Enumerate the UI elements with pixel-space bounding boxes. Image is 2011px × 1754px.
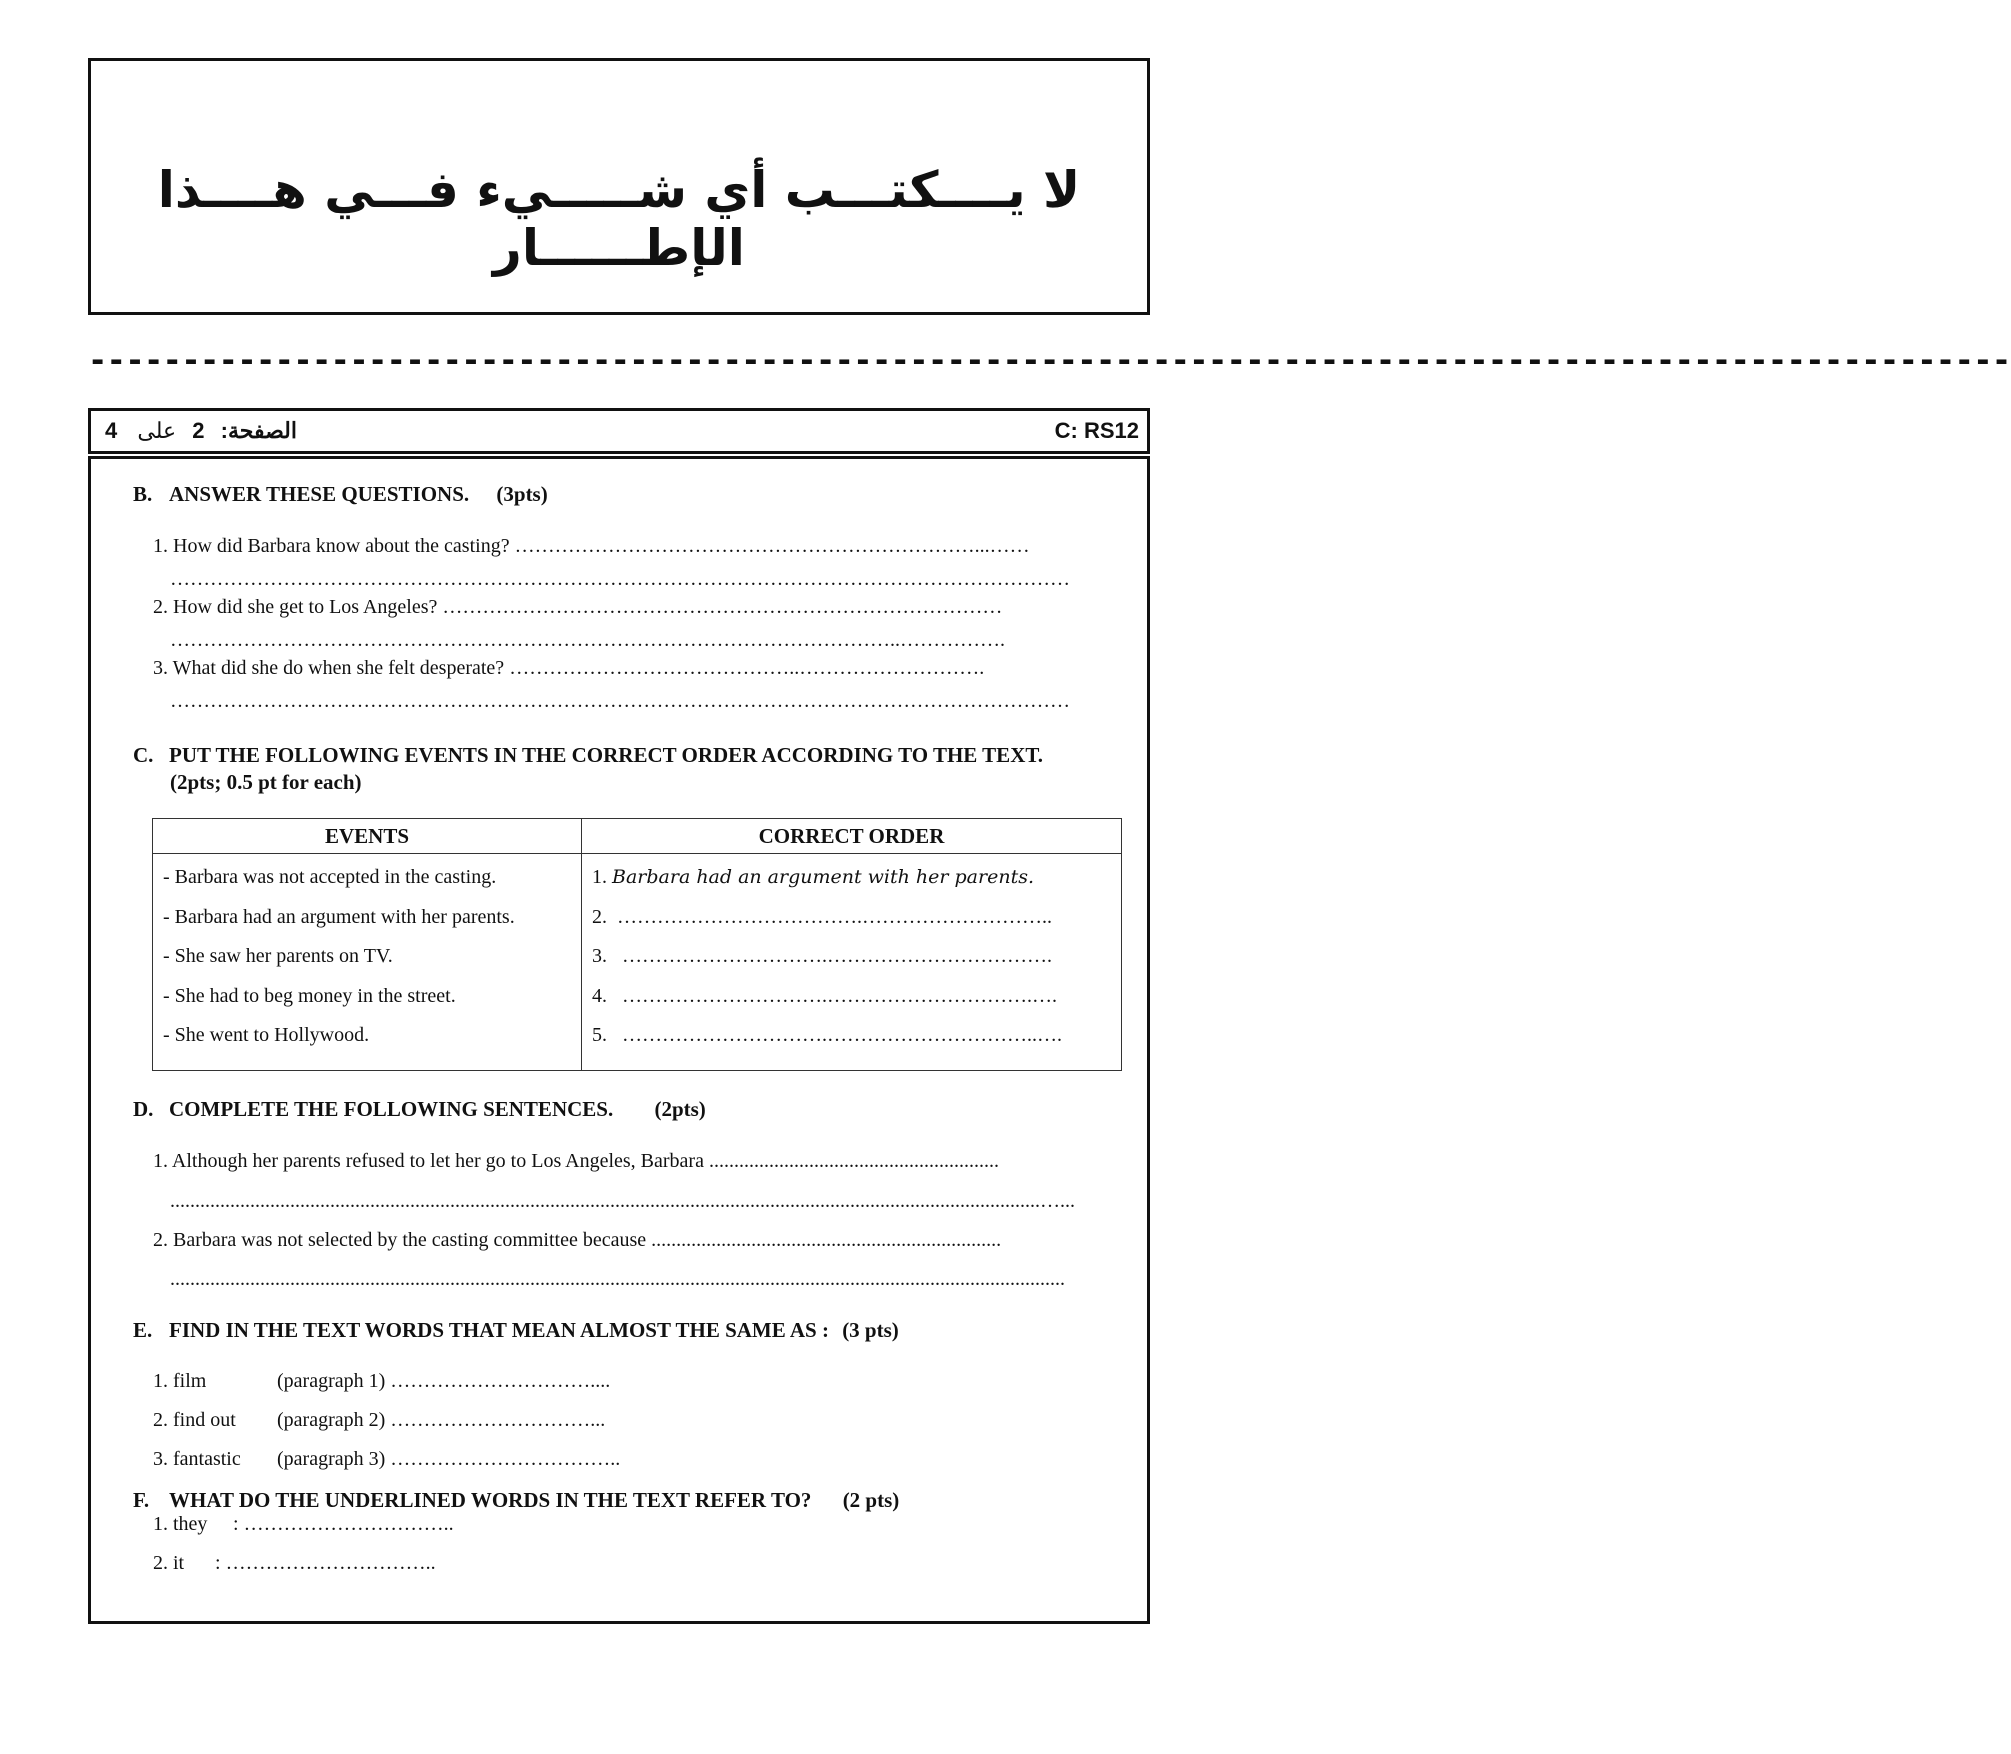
exam-code: C: RS12: [1054, 418, 1139, 443]
event-item: - She had to beg money in the street.: [163, 984, 456, 1007]
order-item: [592, 1024, 1111, 1064]
question-3: [153, 657, 1133, 680]
event-item: - She saw her parents on TV.: [163, 945, 393, 967]
section-b-letter: B.: [133, 482, 153, 506]
answer-line[interactable]: ………………………….…………………………..….: [622, 1024, 1062, 1046]
reference-item: [153, 1552, 436, 1575]
synonym-word: 2. find out: [153, 1409, 236, 1431]
section-e-letter: E.: [133, 1318, 153, 1342]
event-item: - Barbara was not accepted in the casting.: [163, 866, 497, 888]
section-c-title: PUT THE FOLLOWING EVENTS IN THE CORRECT ORDER ACCORDING TO THE TEXT.: [169, 743, 1044, 767]
synonym-item: [153, 1448, 620, 1471]
order-number: 5.: [592, 1024, 607, 1046]
order-number: 4.: [592, 984, 607, 1007]
answer-line[interactable]: ………………………………………………………………………………………………..…………….: [170, 629, 1005, 651]
section-d-points: (2pts): [654, 1097, 706, 1121]
answer-line[interactable]: …………………………..: [225, 1552, 436, 1574]
do-not-write-notice: لا يــــكتـــب أي شـــــيء فـــي هــــذا الإطــــــار: [157, 161, 1081, 277]
page-label: الصفحة:: [220, 418, 297, 443]
question-2: [153, 596, 1133, 619]
section-b-heading: [133, 482, 548, 507]
answer-line[interactable]: …………………………...: [390, 1409, 606, 1431]
section-d-letter: D.: [133, 1097, 154, 1121]
events-column-header: EVENTS: [153, 819, 582, 854]
section-c-points: (2pts; 0.5 pt for each): [170, 770, 362, 794]
answer-line[interactable]: ......................................................................: [651, 1229, 1002, 1251]
order-number: 2.: [592, 905, 607, 928]
reference-colon: :: [233, 1513, 239, 1535]
page-total: 4: [105, 418, 118, 443]
question-1-text: 1. How did Barbara know about the casting?: [153, 535, 510, 557]
page-indicator: [105, 418, 297, 444]
answer-line[interactable]: ……………………………..: [390, 1448, 621, 1470]
page-header: [88, 408, 1150, 454]
answer-line[interactable]: …………………………………………………………………………: [442, 596, 1003, 618]
section-f-title: WHAT DO THE UNDERLINED WORDS IN THE TEXT REFER TO?: [169, 1488, 812, 1512]
reference-word: 2. it: [153, 1552, 185, 1574]
sentence-1-text: 1. Although her parents refused to let her go to Los Angeles, Barbara: [153, 1150, 704, 1172]
events-list: [153, 854, 582, 1071]
paragraph-ref: (paragraph 1): [277, 1370, 386, 1392]
reference-colon: :: [215, 1552, 221, 1574]
handwritten-answer: Barbara had an argument with her parents.: [612, 866, 1034, 888]
section-c-heading: [133, 743, 1133, 768]
order-column-header: CORRECT ORDER: [582, 819, 1122, 854]
order-number: 3.: [592, 945, 607, 967]
answer-line[interactable]: ………………………………………………………………………………………………………………………: [170, 690, 1070, 712]
event-item: - Barbara had an argument with her parents.: [163, 905, 515, 928]
section-f-points: (2 pts): [842, 1488, 900, 1512]
do-not-write-frame: [88, 58, 1150, 315]
section-e-title: FIND IN THE TEXT WORDS THAT MEAN ALMOST THE SAME AS :: [169, 1318, 829, 1342]
section-b-title: ANSWER THESE QUESTIONS.: [169, 482, 470, 506]
reference-word: 1. they: [153, 1513, 208, 1535]
answer-line[interactable]: ……………………………….………………………..: [617, 905, 1052, 928]
answer-line[interactable]: ………………………………………………………………………………………………………………………: [170, 568, 1070, 590]
answer-line[interactable]: ..............................................................................................................................................................................…...: [170, 1190, 1075, 1212]
question-3-text: 3. What did she do when she felt desperate?: [153, 657, 505, 679]
order-item: [592, 866, 1111, 906]
synonym-item: [153, 1370, 610, 1393]
order-number: 1.: [592, 866, 607, 888]
order-item: [592, 945, 1111, 985]
sentence-2: [153, 1229, 1133, 1252]
question-2-text: 2. How did she get to Los Angeles?: [153, 596, 438, 618]
paragraph-ref: (paragraph 3): [277, 1448, 386, 1470]
section-e-heading: [133, 1318, 899, 1343]
order-item: [592, 985, 1111, 1025]
answer-line[interactable]: …………………………....: [390, 1370, 611, 1392]
question-1: [153, 535, 1133, 558]
answer-line[interactable]: ………………………….…………………………….: [622, 945, 1052, 967]
synonym-word: 1. film: [153, 1370, 207, 1392]
paragraph-ref: (paragraph 2): [277, 1409, 386, 1431]
page-current: 2: [192, 418, 205, 443]
section-f-letter: F.: [133, 1488, 150, 1512]
section-d-title: COMPLETE THE FOLLOWING SENTENCES.: [169, 1097, 614, 1121]
synonym-item: [153, 1409, 605, 1432]
sentence-2-text: 2. Barbara was not selected by the casting committee because: [153, 1229, 647, 1251]
answer-line[interactable]: ……………………………………………………………...……: [514, 535, 1030, 557]
section-b-points: (3pts): [496, 482, 548, 506]
answer-line[interactable]: ………………………….………………………….….: [622, 984, 1057, 1007]
section-d-heading: [133, 1097, 706, 1122]
order-list: [582, 854, 1122, 1071]
event-item: - She went to Hollywood.: [163, 1024, 370, 1046]
events-table: [152, 818, 1122, 1071]
reference-item: [153, 1513, 454, 1536]
sentence-1: [153, 1150, 1133, 1173]
section-c-letter: C.: [133, 743, 154, 767]
page-of: على: [137, 418, 177, 443]
answer-line[interactable]: ...................................................................................................................................................................................: [170, 1268, 1065, 1290]
section-e-points: (3 pts): [842, 1318, 899, 1342]
synonym-word: 3. fantastic: [153, 1448, 241, 1470]
answer-line[interactable]: …………………………..: [243, 1513, 454, 1535]
answer-line[interactable]: ……………………………………..……………………….: [509, 657, 985, 679]
section-f-heading: [133, 1488, 899, 1513]
order-item: [592, 906, 1111, 946]
cut-line: -------------------------------------------------------------------------------------------------------: [88, 341, 2011, 379]
answer-line[interactable]: ..........................................................: [708, 1150, 999, 1172]
